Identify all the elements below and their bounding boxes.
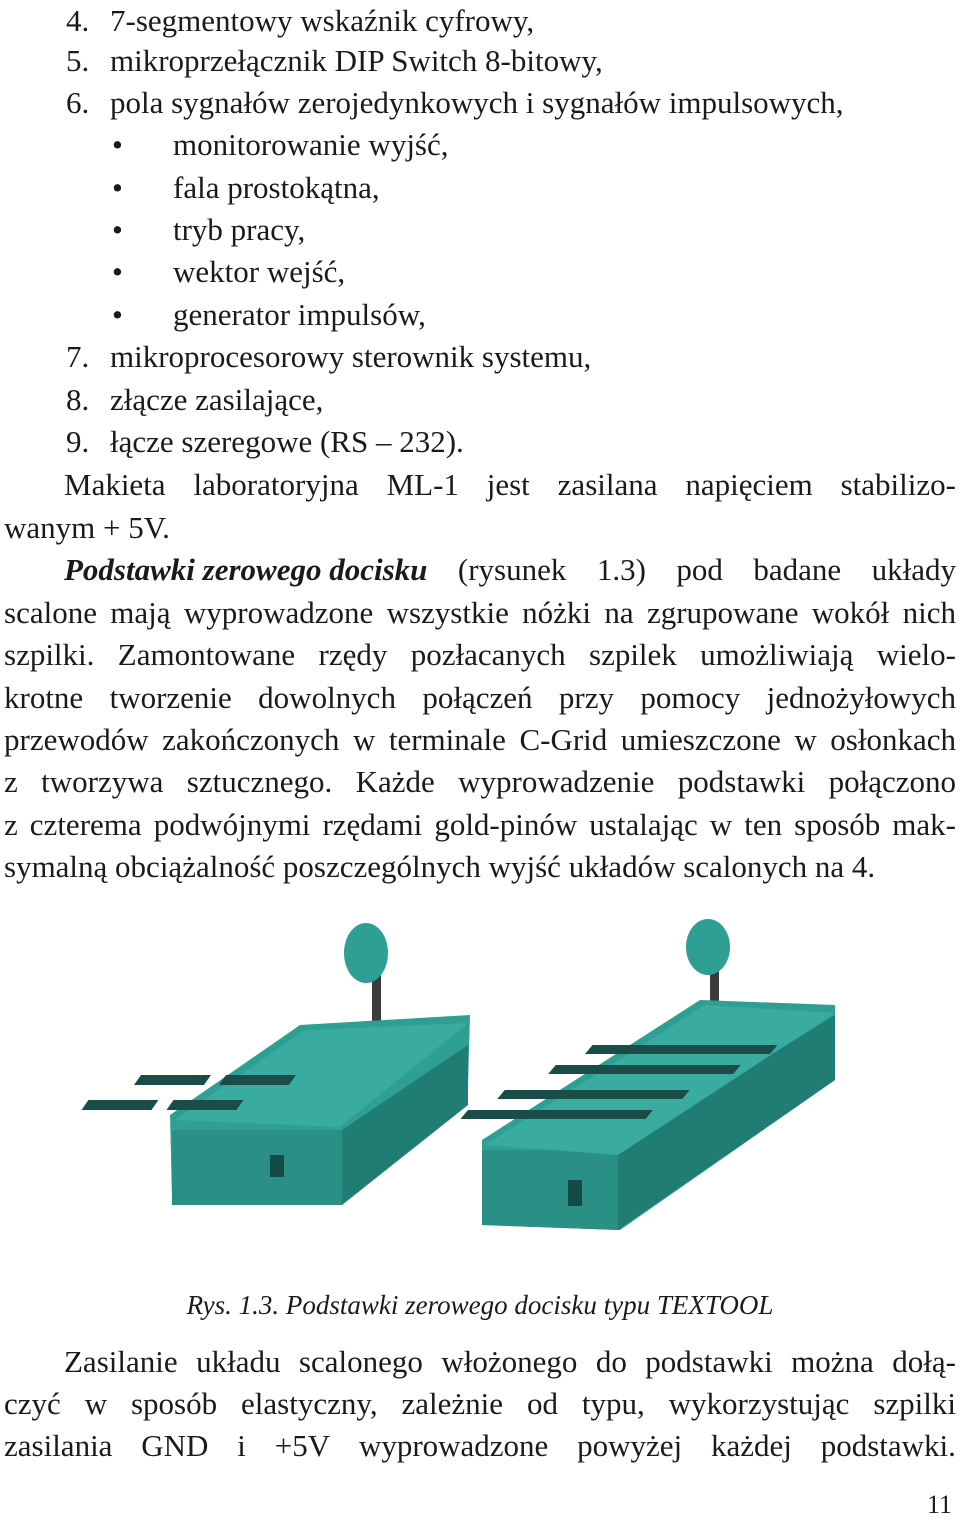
paragraph-3-line-3 (4, 1427, 956, 1465)
word: w (84, 1386, 108, 1421)
line-text: przewodów zakończonych w terminale C-Grid umieszczone w osłonkach (4, 722, 956, 757)
word: pod (676, 552, 723, 587)
word: każdej (711, 1428, 792, 1463)
bullet-text: generator impulsów, (173, 297, 426, 332)
bullet-icon: • (112, 170, 123, 205)
word: czyć (4, 1386, 61, 1421)
word: elastyczny, (241, 1386, 378, 1421)
large-zif-socket (460, 919, 835, 1230)
list-number: 9. (66, 424, 90, 459)
bullet-text: fala prostokątna, (173, 170, 380, 205)
line-text: krotne tworzenie dowolnych połączeń przy pomocy jednożyłowych (4, 680, 956, 715)
word: zależnie (401, 1386, 504, 1421)
word: napięciem (685, 467, 813, 502)
line-text: szpilki. Zamontowane rzędy pozłacanych szpilek umożliwiają wielo- (4, 637, 956, 672)
list-text: złącze zasilające, (110, 382, 324, 417)
word: GND (141, 1428, 209, 1463)
paragraph-2-line-1 (64, 551, 956, 589)
word: szpilki (873, 1386, 956, 1421)
bullet-icon: • (112, 127, 123, 162)
list-number: 6. (66, 85, 90, 120)
zif-sockets-photo (0, 905, 960, 1265)
list-text: mikroprzełącznik DIP Switch 8-bitowy, (110, 43, 603, 78)
word: do (595, 1344, 627, 1379)
paragraph-2-line (4, 806, 956, 844)
bullet-text: tryb pracy, (173, 212, 306, 247)
word: Zasilanie (64, 1344, 178, 1379)
lever-knob (344, 923, 388, 983)
paragraph-3-line-1 (64, 1343, 956, 1381)
bullet-icon: • (112, 254, 123, 289)
bullet-icon: • (112, 297, 123, 332)
paragraph-2-line (4, 679, 956, 717)
figure-caption: Rys. 1.3. Podstawki zerowego docisku typu TEXTOOL (186, 1290, 774, 1320)
word: 1.3) (596, 552, 646, 587)
word: dołą- (892, 1344, 956, 1379)
line-text: z tworzywa sztucznego. Każde wyprowadzenie podstawki połączono (4, 764, 956, 799)
bold-term: Podstawki zerowego docisku (64, 552, 428, 587)
list-number: 8. (66, 382, 90, 417)
word: stabilizo- (840, 467, 956, 502)
bullet-icon: • (112, 212, 123, 247)
list-number: 7. (66, 339, 90, 374)
paragraph-2-last-line: symalną obciążalność poszczególnych wyjść układów scalonych na 4. (4, 849, 876, 884)
word: Makieta (64, 467, 166, 502)
paragraph-1-line-1 (64, 466, 956, 504)
word: i (237, 1428, 246, 1463)
word: układu (196, 1344, 281, 1379)
word: od (526, 1386, 558, 1421)
word: powyżej (577, 1428, 683, 1463)
paragraph-1-line-2: wanym + 5V. (4, 510, 170, 545)
word: wyprowadzone (358, 1428, 549, 1463)
page-number: 11 (926, 1490, 952, 1519)
paragraph-2-line (4, 594, 956, 632)
word: podstawki (645, 1344, 773, 1379)
word: układy (871, 552, 956, 587)
word: podstawki. (820, 1428, 956, 1463)
word: zasilania (4, 1428, 113, 1463)
line-text: scalone mają wyprowadzone wszystkie nóżki na zgrupowane wokół nich (4, 595, 956, 630)
list-text: mikroprocesorowy sterownik systemu, (110, 339, 592, 374)
word: można (791, 1344, 874, 1379)
list-text: 7-segmentowy wskaźnik cyfrowy, (110, 3, 535, 38)
line-text: z czterema podwójnymi rzędami gold-pinów ustalając w ten sposób mak- (4, 807, 956, 842)
socket-front (172, 1130, 342, 1205)
paragraph-2-line (4, 636, 956, 674)
word: ML-1 (386, 467, 459, 502)
word: włożonego (441, 1344, 578, 1379)
paragraph-2-line (4, 763, 956, 801)
word: typu, (581, 1386, 645, 1421)
list-text: pola sygnałów zerojedynkowych i sygnałów impulsowych, (110, 85, 844, 120)
small-zif-socket (81, 923, 470, 1205)
list-text: łącze szeregowe (RS – 232). (110, 424, 464, 459)
word: badane (753, 552, 842, 587)
bullet-text: wektor wejść, (173, 254, 346, 289)
word: zasilana (557, 467, 658, 502)
lever-knob (686, 919, 730, 975)
word: jest (486, 467, 530, 502)
word: wykorzystując (668, 1386, 850, 1421)
list-number: 4. (66, 3, 90, 38)
bullet-text: monitorowanie wyjść, (173, 127, 449, 162)
socket-front (482, 1150, 618, 1230)
word: laboratoryjna (193, 467, 359, 502)
paragraph-2-line (4, 721, 956, 759)
word: scalonego (298, 1344, 423, 1379)
list-number: 5. (66, 43, 90, 78)
word: sposób (130, 1386, 218, 1421)
paragraph-3-line-2 (4, 1385, 956, 1423)
word: +5V (274, 1428, 331, 1463)
word: (rysunek (457, 552, 567, 587)
